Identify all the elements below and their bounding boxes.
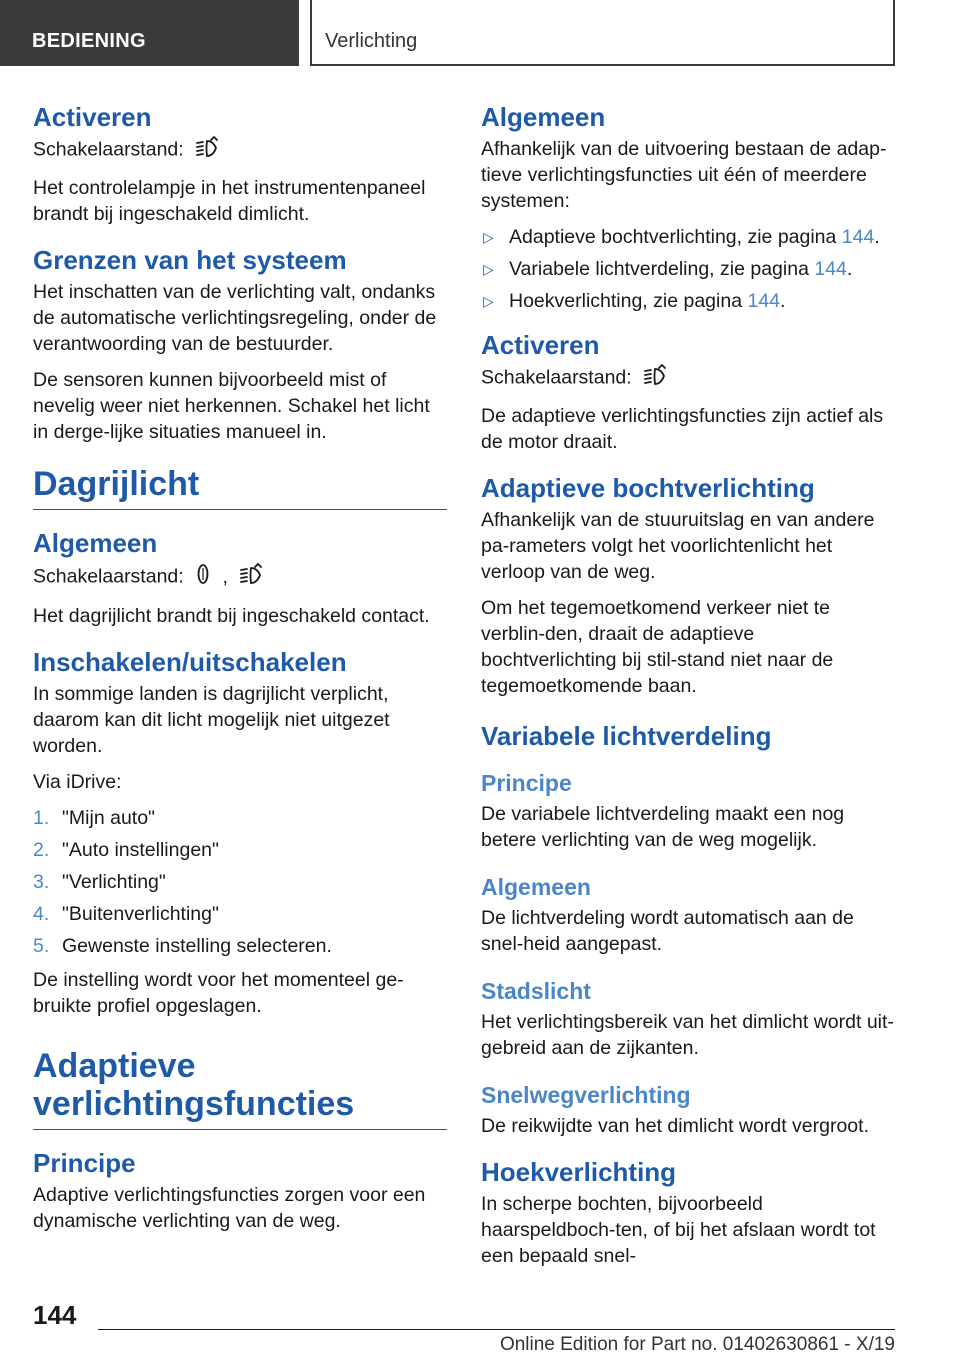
list-item: 4. "Buitenverlichting": [33, 903, 219, 925]
switch-position-label: Schakelaarstand:: [33, 138, 184, 161]
paragraph: Het dagrijlicht brandt bij ingeschakeld contact.: [33, 605, 430, 627]
paragraph: Om het tegemoetkomend verkeer niet te verblin-den, draait de adaptieve bochtverlichting bij stil-stand niet naar de tegemoetkomende baan.: [481, 597, 834, 697]
paragraph: [33, 562, 447, 593]
paragraph: De reikwijdte van het dimlicht wordt vergroot.: [481, 1115, 869, 1137]
paragraph: In scherpe bochten, bijvoorbeeld haarspeldboch-ten, of bij het afslaan wordt tot een bepaald snel-: [481, 1193, 876, 1267]
paragraph: De variabele lichtverdeling maakt een nog betere verlichting van de weg mogelijk.: [481, 803, 845, 851]
heading-grenzen: Grenzen van het systeem: [33, 245, 347, 275]
paragraph: Adaptive verlichtingsfuncties zorgen voor een dynamische verlichting van de weg.: [33, 1184, 426, 1232]
list-item: 1. "Mijn auto": [33, 807, 155, 829]
switch-position-label: Schakelaarstand:: [481, 366, 632, 389]
list-item: ▷ Adaptieve bochtverlichting, zie pagina 144.: [483, 226, 880, 248]
paragraph: [33, 136, 447, 165]
footer-divider: [98, 1329, 895, 1330]
page-reference-link[interactable]: 144: [814, 258, 847, 280]
paragraph: Het inschatten van de verlichting valt, ondanks de automatische verlichtingsregeling, onder de verantwoording van de bestuurder.: [33, 281, 437, 355]
paragraph: Het controlelampje in het instrumentenpaneel brandt bij ingeschakeld dimlicht.: [33, 177, 426, 225]
chapter-title: Verlichting: [325, 30, 418, 52]
heading-snelwegverlichting: Snelwegverlichting: [481, 1082, 691, 1108]
paragraph: [481, 364, 895, 393]
list-item: 2. "Auto instellingen": [33, 839, 219, 861]
heading-algemeen: Algemeen: [481, 874, 591, 900]
section-tab: [0, 0, 299, 66]
section-title: BEDIENING: [32, 30, 146, 52]
idrive-steps: [33, 805, 447, 959]
paragraph: Afhankelijk van de uitvoering bestaan de adap-tieve verlichtingsfuncties uit één of meerdere systemen:: [481, 138, 887, 212]
heading-bochtverlichting: Adaptieve bochtverlichting: [481, 473, 815, 503]
heading-principe: Principe: [33, 1148, 136, 1178]
function-list: [481, 224, 895, 314]
heading-variabele: Variabele lichtverdeling: [481, 721, 772, 751]
triangle-bullet-icon: ▷: [483, 229, 494, 245]
paragraph: De instelling wordt voor het momenteel ge-bruikte profiel opgeslagen.: [33, 969, 404, 1017]
heading-activeren: Activeren: [33, 102, 152, 132]
page-reference-link[interactable]: 144: [841, 226, 875, 248]
separator: ,: [222, 565, 228, 588]
list-item: 5. Gewenste instelling selecteren.: [33, 935, 332, 957]
heading-inschakelen: Inschakelen/uitschakelen: [33, 647, 347, 677]
paragraph: Het verlichtingsbereik van het dimlicht wordt uit-gebreid aan de zijkanten.: [481, 1011, 894, 1059]
heading-hoekverlichting: Hoekverlichting: [481, 1157, 677, 1187]
page-header: [0, 0, 960, 66]
list-item: ▷ Hoekverlichting, zie pagina 144.: [483, 290, 786, 312]
page-number: 144: [33, 1300, 77, 1330]
paragraph: De adaptieve verlichtingsfuncties zijn actief als de motor draait.: [481, 405, 884, 453]
left-column: [33, 100, 447, 1244]
auto-headlight-switch-icon: [195, 136, 221, 165]
list-item: 3. "Verlichting": [33, 871, 166, 893]
triangle-bullet-icon: ▷: [483, 293, 494, 309]
heading-dagrijlicht: Dagrijlicht: [33, 465, 447, 510]
paragraph: In sommige landen is dagrijlicht verplicht, daarom kan dit licht mogelijk niet uitgezet worden.: [33, 683, 390, 757]
heading-activeren: Activeren: [481, 330, 600, 360]
list-item: ▷ Variabele lichtverdeling, zie pagina 144.: [483, 258, 853, 280]
daytime-light-switch-icon: [195, 562, 211, 593]
page-reference-link[interactable]: 144: [747, 290, 781, 312]
right-column: [481, 100, 895, 1279]
paragraph: Via iDrive:: [33, 771, 122, 793]
switch-position-label: Schakelaarstand:: [33, 565, 184, 588]
edition-text: Online Edition for Part no. 01402630861 - X/19: [499, 1334, 895, 1355]
paragraph: De sensoren kunnen bijvoorbeeld mist of nevelig weer niet herkennen. Schakel het licht in derge-lijke situaties manueel in.: [33, 369, 430, 443]
chapter-box: [310, 0, 895, 66]
heading-algemeen: Algemeen: [481, 102, 606, 132]
paragraph: Afhankelijk van de stuuruitslag en van andere pa-rameters volgt het voorlichtenlicht het verloop van de weg.: [481, 509, 875, 583]
heading-algemeen: Algemeen: [33, 528, 158, 558]
heading-principe: Principe: [481, 770, 572, 796]
triangle-bullet-icon: ▷: [483, 261, 494, 277]
paragraph: De lichtverdeling wordt automatisch aan de snel-heid aangepast.: [481, 907, 854, 955]
auto-headlight-switch-icon: [643, 364, 669, 393]
heading-adaptieve: Adaptieve verlichtingsfuncties: [33, 1047, 447, 1130]
auto-headlight-switch-icon: [239, 563, 265, 592]
heading-stadslicht: Stadslicht: [481, 978, 591, 1004]
